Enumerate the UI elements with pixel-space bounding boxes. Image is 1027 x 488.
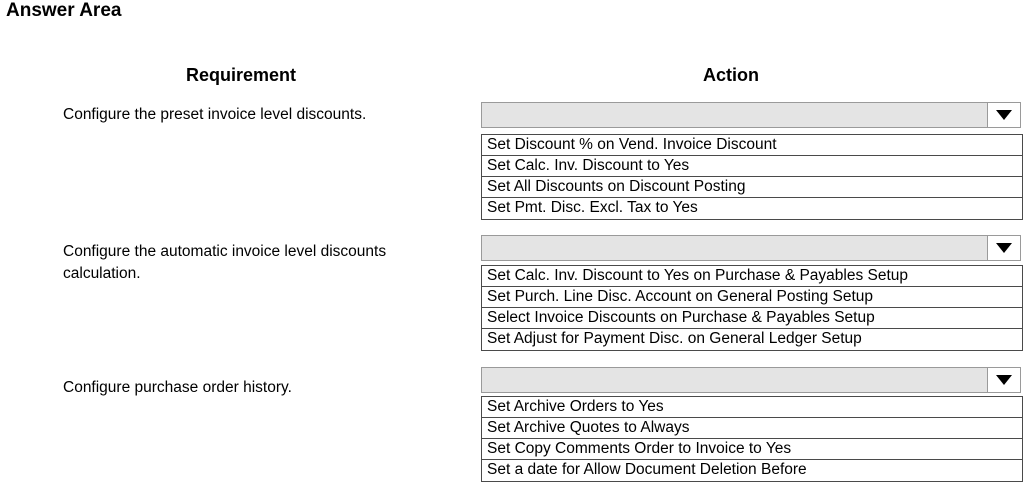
dropdown-option[interactable]: Set Adjust for Payment Disc. on General Ledger Setup	[487, 330, 862, 347]
triangle-down-icon[interactable]	[987, 103, 1020, 127]
dropdown-option[interactable]: Select Invoice Discounts on Purchase & Payables Setup	[482, 308, 1022, 329]
dropdown-option[interactable]: Set All Discounts on Discount Posting	[482, 177, 1022, 198]
dropdown-option[interactable]: Set Calc. Inv. Discount to Yes	[482, 156, 1022, 177]
dropdown-option[interactable]: Set Calc. Inv. Discount to Yes on Purchase & Payables Setup	[482, 266, 1022, 287]
action-dropdown[interactable]	[481, 102, 1021, 128]
action-dropdown[interactable]	[481, 367, 1021, 393]
triangle-down-icon[interactable]	[987, 368, 1020, 392]
dropdown-option[interactable]: Set a date for Allow Document Deletion Before	[487, 461, 807, 478]
dropdown-options-list	[481, 396, 1023, 482]
dropdown-option[interactable]: Set Discount % on Vend. Invoice Discount	[482, 135, 1022, 156]
action-header: Action	[703, 65, 759, 85]
dropdown-option[interactable]: Set Pmt. Disc. Excl. Tax to Yes	[487, 199, 698, 216]
dropdown-option[interactable]: Set Archive Quotes to Always	[482, 418, 1022, 439]
dropdown-options-list	[481, 265, 1023, 351]
dropdown-option[interactable]: Set Purch. Line Disc. Account on General Posting Setup	[482, 287, 1022, 308]
requirement-text: Configure the automatic invoice level discounts calculation.	[63, 243, 387, 282]
dropdown-option[interactable]: Set Archive Orders to Yes	[482, 397, 1022, 418]
action-dropdown[interactable]	[481, 235, 1021, 261]
dropdown-options-list	[481, 134, 1023, 220]
dropdown-option[interactable]: Set Copy Comments Order to Invoice to Yes	[482, 439, 1022, 460]
requirement-text: Configure purchase order history.	[63, 379, 292, 396]
answer-area-title: Answer Area	[6, 0, 122, 21]
requirement-header: Requirement	[186, 65, 297, 85]
triangle-down-icon[interactable]	[987, 236, 1020, 260]
requirement-text: Configure the preset invoice level discounts.	[63, 106, 367, 123]
